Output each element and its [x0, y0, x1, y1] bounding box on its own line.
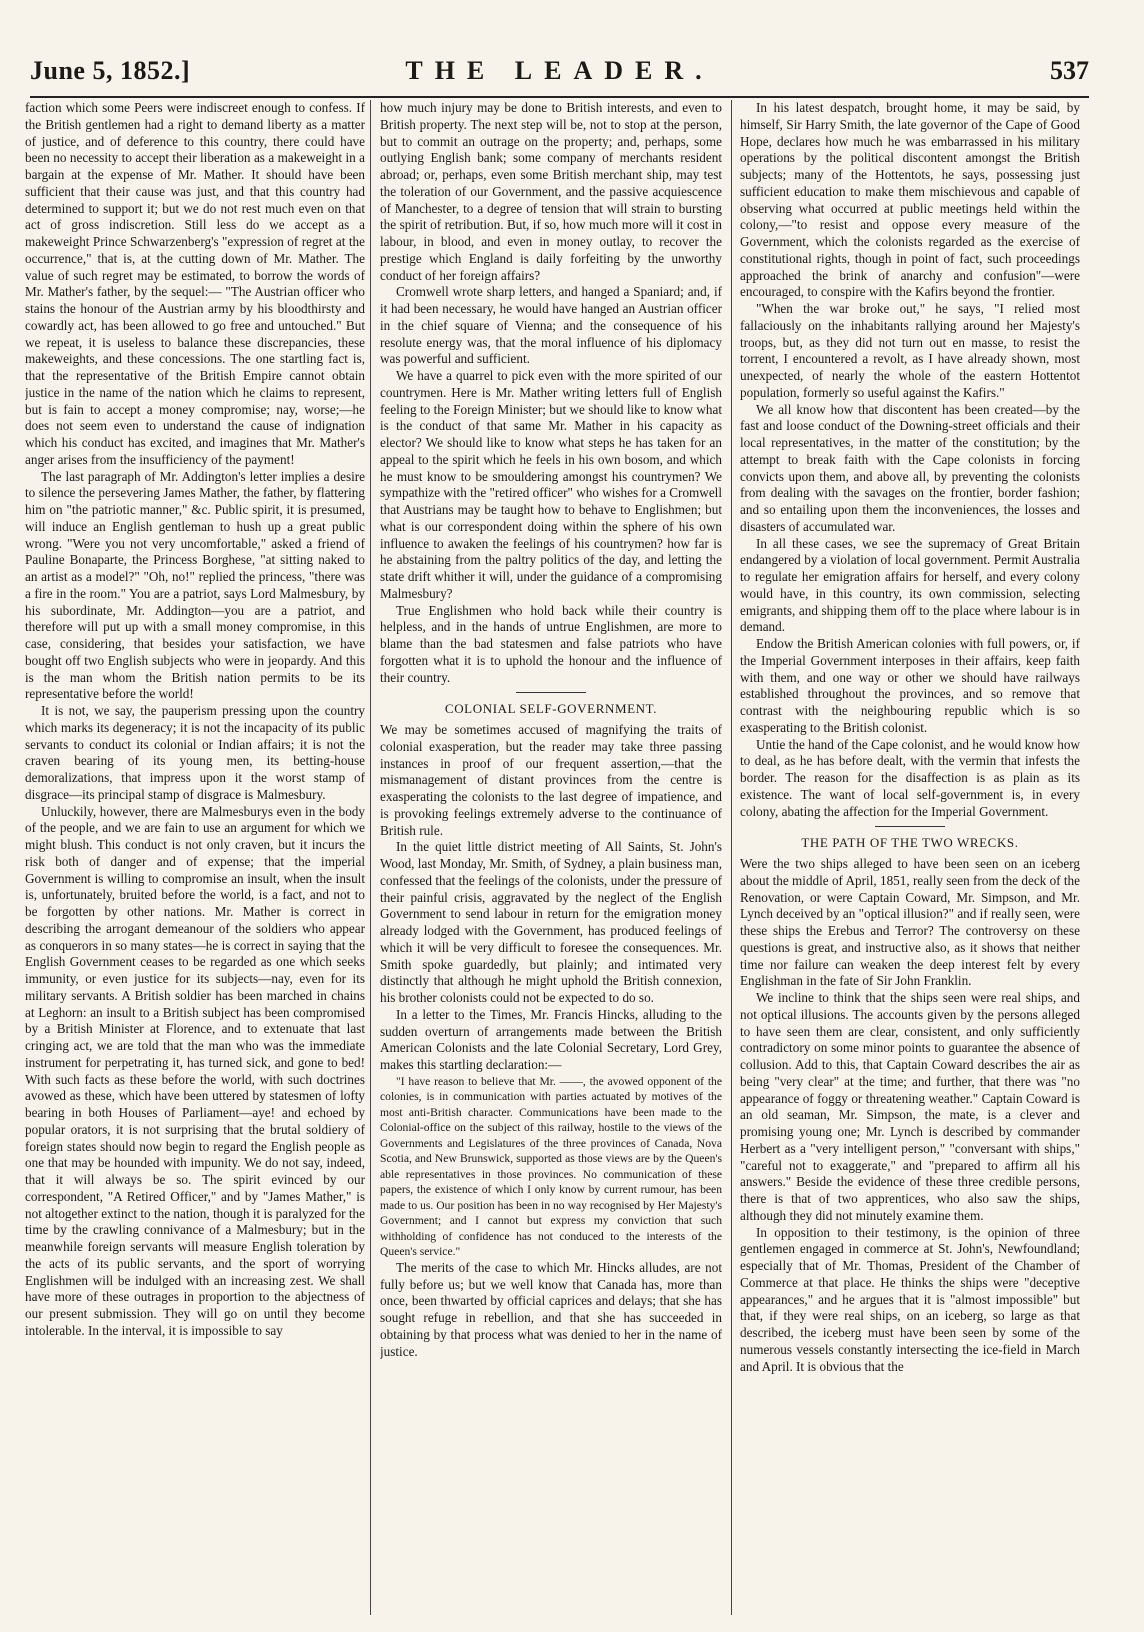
- paragraph: In his latest despatch, brought home, it may be said, by himself, Sir Harry Smith, the late governor of the Cape of Good Hope, declares how much he was embarrassed in his military operations by the political discontent amongst the British subjects; many of the Hottentots, he says, possessing just sufficient education to make them mischievous and capable of observing what occurred at public meetings held within the colony,—"to resist and oppose every measure of the Government, which the colonists regarded as the exercise of constitutional rights, though in point of fact, such proceedings approached the brink of anarchy and confusion"—were encouraged, to conspire with the Kafirs beyond the frontier.: [740, 100, 1080, 300]
- section-heading: COLONIAL SELF-GOVERNMENT.: [444, 701, 658, 717]
- paragraph: We may be sometimes accused of magnifying the traits of colonial exasperation, but the reader may take three passing instances in proof of our frequent assertion,—that the mismanagement of distant provinces from the centre is exasperating the colonists to the last degree of impatience, and is provoking feelings extremely adverse to the continuance of British rule.: [380, 722, 722, 838]
- header-page-number: 537: [1050, 56, 1089, 85]
- paragraph: We have a quarrel to pick even with the more spirited of our countrymen. Here is Mr. Mather writing letters full of English feeling to the Foreign Minister; but we should like to know what is the conduct of that same Mr. Mather in his capacity as elector? We should like to know what steps he has taken for an appeal to the spirit which he feels in his own bosom, and which he must know to be smouldering amongst his countrymen? We sympathize with the "retired officer" who wishes for a Cromwell that Austrians may be taught how to behave to Englishmen; but what is our correspondent doing within the sphere of his own influence to awaken the feelings of his countrymen? how far is he abstaining from the paltry politics of the day, and letting the state drift whither it will, under the guidance of a compromising Malmesbury?: [380, 368, 722, 601]
- paragraph: It is not, we say, the pauperism pressing upon the country which marks its degeneracy; it is not the incapacity of its public servants to conduct its colonial or Indian affairs; it is not the craven bearing of its young men, its betting-house demoralizations, that impress upon it the worst stamp of disgrace—its principal stamp of disgrace is Malmesbury.: [25, 703, 365, 802]
- quotation: "I have reason to believe that Mr. ——, the avowed opponent of the colonies, is in communication with parties actuated by motives of the most anti-British character. Communications have been made to the Colonial-office on the subject of this railway, hostile to the views of the Governments and Legislatures of the three provinces of Canada, Nova Scotia, and New Brunswick, supported as those views are by the Queen's able representatives in those provinces. No communication of these papers, the existence of which I only know by current rumour, has been made to us. Our position has been in no way recognised by Her Majesty's Government; and I cannot but express my conviction that such withholding of confidence has not conduced to the interests of the Queen's service.": [380, 1074, 722, 1259]
- paragraph: In the quiet little district meeting of All Saints, St. John's Wood, last Monday, Mr. Smith, of Sydney, a plain business man, confessed that the feelings of the colonists, under the pressure of their painful crisis, aggravated by the neglect of the English Government to send labour in return for the emigration money already lodged with the Government, has produced feelings of which it will be very difficult to foresee the consequences. Mr. Smith spoke guardedly, but plainly; and intimated very distinctly that although he might uphold the British connexion, his brother colonists could not be expected to do so.: [380, 839, 722, 1005]
- paragraph: Were the two ships alleged to have been seen on an iceberg about the middle of April, 1851, really seen from the deck of the Renovation, or were Captain Coward, Mr. Simpson, and Mr. Lynch deceived by an "optical illusion?" and if really seen, were these ships the Erebus and Terror? The controversy on these questions is great, and instructive also, as it shows that neither time nor failure can weaken the deep interest felt by every Englishman in the fate of Sir John Franklin.: [740, 856, 1080, 989]
- paragraph: "When the war broke out," he says, "I relied most fallaciously on the inhabitants rallying around her Majesty's troops, but, as they did not turn out en masse, to resist the torrent, I encountered a revolt, as I have already shown, most unexpected, of nearly the whole of the eastern Hottentot population, formerly so useful against the Kafirs.": [740, 301, 1080, 400]
- column-2: [380, 100, 722, 1615]
- paragraph: We all know how that discontent has been created—by the fast and loose conduct of the Downing-street officials and their local representatives, in the matter of the constitution; by the attempt to break faith with the Cape colonists in forcing convicts upon them, and above all, by preventing the colonists from dealing with the savages on the frontier, border fashion; and so entailing upon them the inconveniences, the losses and disasters of accumulated war.: [740, 401, 1080, 534]
- paragraph: In all these cases, we see the supremacy of Great Britain endangered by a violation of local government. Permit Australia to regulate her emigration affairs for herself, and every colony would have, in this country, its own commission, selecting emigrants, and shipping them off to the place where labour is in demand.: [740, 535, 1080, 635]
- paragraph: The last paragraph of Mr. Addington's letter implies a desire to silence the persevering James Mather, the father, by flattering him on "the patriotic manner," &c. Public spirit, it is presumed, will induce an English gentleman to hush up a great public wrong. "Were you not very uncomfortable," asked a friend of Pauline Bonaparte, the Princess Borghese, "at sitting naked to an artist as a model?" "Oh, no!" replied the princess, "there was a fire in the room." You are a patriot, says Lord Malmesbury, by his subordinate, Mr. Addington—you are a patriot, and therefore will put up with a small money compromise, in this case, considering, that besides your satisfaction, we have bought off two English subjects who were in jeopardy. And this is the man whom the British nation permits to be its representative before the world!: [25, 468, 365, 702]
- paragraph: True Englishmen who hold back while their country is helpless, and in the hands of untrue Englishmen, are more to blame than the bad statesmen and false patriots who have forgotten what it is to uphold the honour and the influence of their country.: [380, 602, 722, 685]
- column-divider: [370, 100, 371, 1615]
- column-1: [25, 100, 365, 1615]
- paragraph: The merits of the case to which Mr. Hincks alludes, are not fully before us; but we well know that Canada has, more than once, been thwarted by official caprices and delays; that she has sought refuge in rebellion, and that she has succeeded in obtaining by that process what was denied to her in the name of justice.: [380, 1259, 722, 1359]
- section-rule: [875, 826, 945, 827]
- header-date: June 5, 1852.]: [30, 56, 191, 85]
- header-title: THE LEADER.: [405, 56, 714, 85]
- paragraph: Unluckily, however, there are Malmesburys even in the body of the people, and we are fain to use an argument for which we might blush. This conduct is not only craven, but it incurs the risk both of danger and of expense; that the imperial Government is willing to compromise an insult, when the insult is, unfortunately, bruited before the world, is a fact, and not to be forgotten by other nations. Mr. Mather is correct in describing the arrogant demeanour of the soldiers who appear as conquerors in so many states—he is correct in saying that the English Government ceases to be regarded as one which seeks immunity, or even justice for its subjects—nay, even for its military servants. A British soldier has been marched in chains at Leghorn: an insult to a British subject has been compromised by a British Minister at Florence, and to extenuate that last cringing act, we are told that the man who was the immediate instrument for perpetrating it, has turned sick, and gone to bed! With such facts as these before the world, with such doctrines avowed as these, which have been uttered by statesmen of lofty bearing in both Houses of Parliament—aye! and echoed by popular orators, it is not surprising that the brutal soldiery of foreign states should now begin to regard the English people as one that may be hounded with impunity. We do not say, indeed, that it will always be so. The spirit evinced by our correspondent, "A Retired Officer," and by "James Mather," is not altogether extinct to the nation, though it is paralyzed for the time by the crawling connivance of a Malmesbury; but in the meanwhile foreign servants will measure English toleration by the acts of its public servants, and the sport of worrying Englishmen will be indulged with an increasing zest. We shall have more of these outrages in proportion to the abjectness of our present submission. They will go on until they become intolerable. In the interval, it is impossible to say: [25, 803, 365, 1338]
- paragraph: Endow the British American colonies with full powers, or, if the Imperial Government interposes in their affairs, keep faith with them, and one way or other we should have railways established throughout the provinces, and so remove that contrast with the neighbouring republic which is so exasperating to the British colonist.: [740, 636, 1080, 735]
- column-3: [740, 100, 1080, 1615]
- section-rule: [516, 692, 586, 693]
- paragraph: Cromwell wrote sharp letters, and hanged a Spaniard; and, if it had been necessary, he would have hanged an Austrian officer in the chief square of Vienna; and the consequence of his resolute energy was, that the moral influence of his diplomacy was powerful and sufficient.: [380, 284, 722, 367]
- column-divider: [731, 100, 732, 1615]
- paragraph: how much injury may be done to British interests, and even to British property. The next step will be, not to stop at the person, but to commit an outrage on the property; and, perhaps, some outlying English bank; some company of merchants resident abroad; or, perhaps, even some British merchant ship, may test the toleration of our Government, and the passive acquiescence of Manchester, to a degree of tension that will strain to bursting the spirit of retribution. But, if so, how much more will it cost in labour, in blood, and even in money outlay, to recover the prestige which England is daily forfeiting by the unworthy conduct of her foreign affairs?: [380, 100, 722, 283]
- page-header: [30, 56, 1089, 98]
- paragraph: Untie the hand of the Cape colonist, and he would know how to deal, as he has before dealt, with the vermin that infests the border. The reason for the disaffection is as plain as its existence. The want of local self-government is, in every colony, abating the affection for the Imperial Government.: [740, 736, 1080, 819]
- paragraph: In opposition to their testimony, is the opinion of three gentlemen engaged in commerce at St. John's, Newfoundland; especially that of Mr. Thomas, President of the Chamber of Commerce at that place. He thinks the ships were "deceptive appearances," and he argues that it is "almost impossible" but that, if they were real ships, on an iceberg, so large as that described, the iceberg must have been seen by some of the numerous vessels constantly intersecting the ice-field in March and April. It is obvious that the: [740, 1224, 1080, 1374]
- paragraph: In a letter to the Times, Mr. Francis Hincks, alluding to the sudden overturn of arrangements made between the British American Colonists and the late Colonial Secretary, Lord Grey, makes this startling declaration:—: [380, 1006, 722, 1072]
- paragraph: We incline to think that the ships seen were real ships, and not optical illusions. The accounts given by the persons alleged to have seen them are clear, consistent, and only sufficiently contradictory on some minor points to guarantee the absence of collusion. Add to this, that Captain Coward describes the air as being "very clear" at the time; and further, that there was "no appearance of foggy or threatening weather." Captain Coward is an old seaman, Mr. Simpson, the mate, is a clever and promising young one; Mr. Lynch is described by commander Herbert as a "very intelligent person," "conversant with ships," "careful not to exaggerate," and "prepared to affirm all his answers." Beside the evidence of these three credible persons, there is that of two apprentices, who also saw the ships, although they did not minutely examine them.: [740, 990, 1080, 1223]
- paragraph: faction which some Peers were indiscreet enough to confess. If the British gentlemen had a right to demand liberty as a matter of justice, and of deference to this country, there could have been no necessity to accept their liberation as a makeweight in a bargain at the expense of Mr. Mather. It should have been sufficient that their cause was just, and that this country had determined to support it; but we do not rest much even on that act of gross indiscretion. Still less do we accept as a makeweight Prince Schwarzenberg's "expression of regret at the occurrence," that is, at the cutting down of Mr. Mather. The value of such regret may be estimated, to borrow the words of Mr. Mather's father, by the sequel:— "The Austrian officer who stains the honour of the Austrian army by his bloodthirsty and cowardly act, has been allowed to go free and untouched." But we repeat, it is useless to balance these discrepancies, these makeweights, and these concessions. The one startling fact is, that the representative of the British Empire cannot obtain justice in the name of the nation which he claims to represent, but is fain to accept a money compromise; nay, worse;—he does not seem even to understand the cause of indignation which his conduct has excited, and imagines that Mr. Mather's anger arises from the insufficiency of the payment!: [25, 100, 365, 467]
- section-heading: THE PATH OF THE TWO WRECKS.: [801, 835, 1019, 851]
